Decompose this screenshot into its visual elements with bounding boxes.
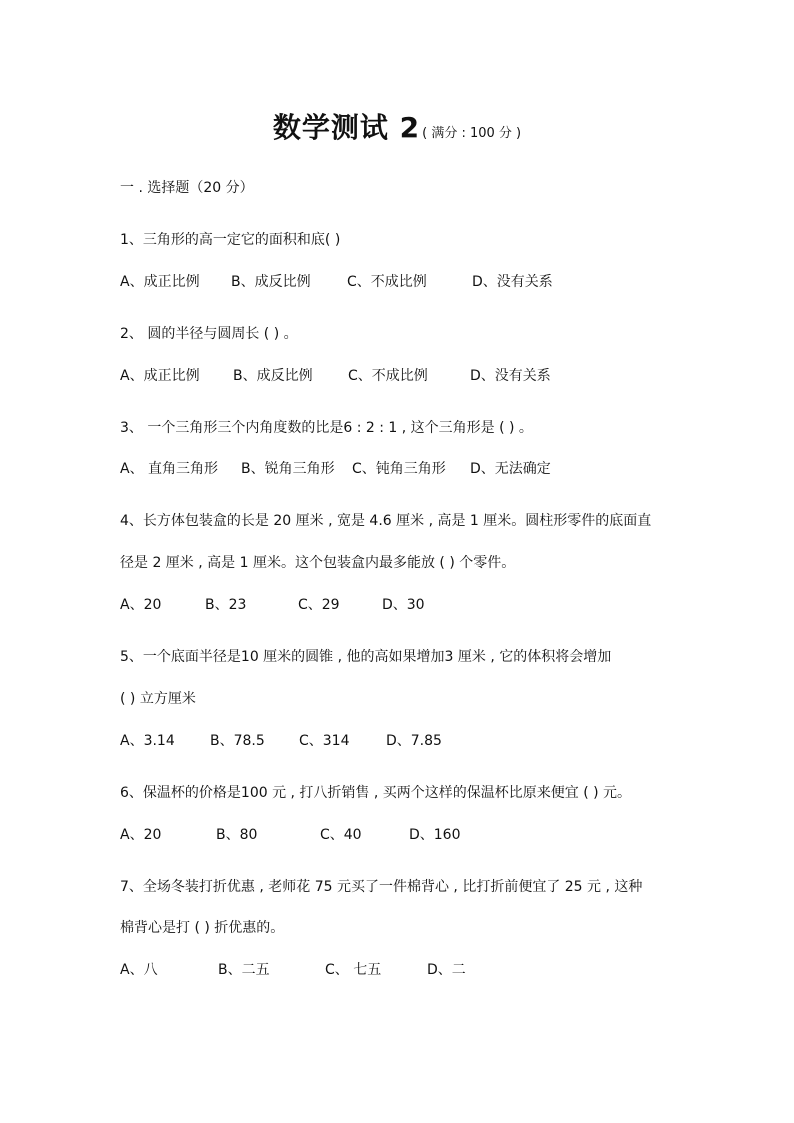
option-a: A、3.14: [120, 733, 175, 749]
option-a: A、20: [120, 597, 162, 613]
option-b: B、80: [216, 827, 258, 843]
question-6-stem: 6、保温杯的价格是100 元 , 打八折销售 , 买两个这样的保温杯比原来便宜 ( ) 元。: [120, 785, 632, 801]
question-4-stem-line-1: 4、长方体包装盒的长是 20 厘米 , 宽是 4.6 厘米 , 高是 1 厘米。圆柱形零件的底面直: [120, 513, 652, 529]
option-d: D、没有关系: [470, 368, 551, 384]
option-b: B、78.5: [210, 733, 265, 749]
option-b: B、23: [205, 597, 247, 613]
question-7-stem-line-1: 7、全场冬装打折优惠 , 老师花 75 元买了一件棉背心 , 比打折前便宜了 25 元 , 这种: [120, 879, 643, 895]
exam-title: 数学测试 2: [272, 111, 421, 144]
exam-score-note: ( 满分 : 100 分 ): [422, 126, 522, 141]
option-c: C、不成比例: [347, 274, 427, 290]
option-a: A、20: [120, 827, 162, 843]
option-d: D、无法确定: [470, 461, 551, 477]
option-a: A、八: [120, 962, 158, 978]
option-b: B、锐角三角形: [241, 461, 335, 477]
option-a: A、成正比例: [120, 274, 200, 290]
question-5-stem-line-1: 5、一个底面半径是10 厘米的圆锥 , 他的高如果增加3 厘米 , 它的体积将会增加: [120, 649, 612, 665]
question-4-stem-line-2: 径是 2 厘米 , 高是 1 厘米。这个包装盒内最多能放 ( ) 个零件。: [120, 555, 516, 571]
option-c: C、314: [299, 733, 350, 749]
question-2-stem: 2、 圆的半径与圆周长 ( ) 。: [120, 326, 298, 342]
option-c: C、40: [320, 827, 362, 843]
option-d: D、二: [427, 962, 466, 978]
option-b: B、成反比例: [231, 274, 311, 290]
option-c: C、不成比例: [348, 368, 428, 384]
section-heading: 一 . 选择题（20 分）: [120, 180, 254, 196]
option-a: A、成正比例: [120, 368, 200, 384]
option-d: D、7.85: [386, 733, 442, 749]
option-c: C、 七五: [325, 962, 382, 978]
question-1-stem: 1、三角形的高一定它的面积和底( ): [120, 232, 341, 248]
option-d: D、没有关系: [472, 274, 553, 290]
option-b: B、二五: [218, 962, 270, 978]
option-d: D、30: [382, 597, 425, 613]
option-c: C、29: [298, 597, 340, 613]
question-3-stem: 3、 一个三角形三个内角度数的比是6 : 2 : 1 , 这个三角形是 ( ) 。: [120, 420, 533, 436]
option-b: B、成反比例: [233, 368, 313, 384]
option-c: C、钝角三角形: [352, 461, 446, 477]
page-title: [0, 106, 794, 146]
option-a: A、 直角三角形: [120, 461, 219, 477]
option-d: D、160: [409, 827, 461, 843]
question-5-stem-line-2: ( ) 立方厘米: [120, 691, 196, 707]
question-7-stem-line-2: 棉背心是打 ( ) 折优惠的。: [120, 920, 285, 936]
